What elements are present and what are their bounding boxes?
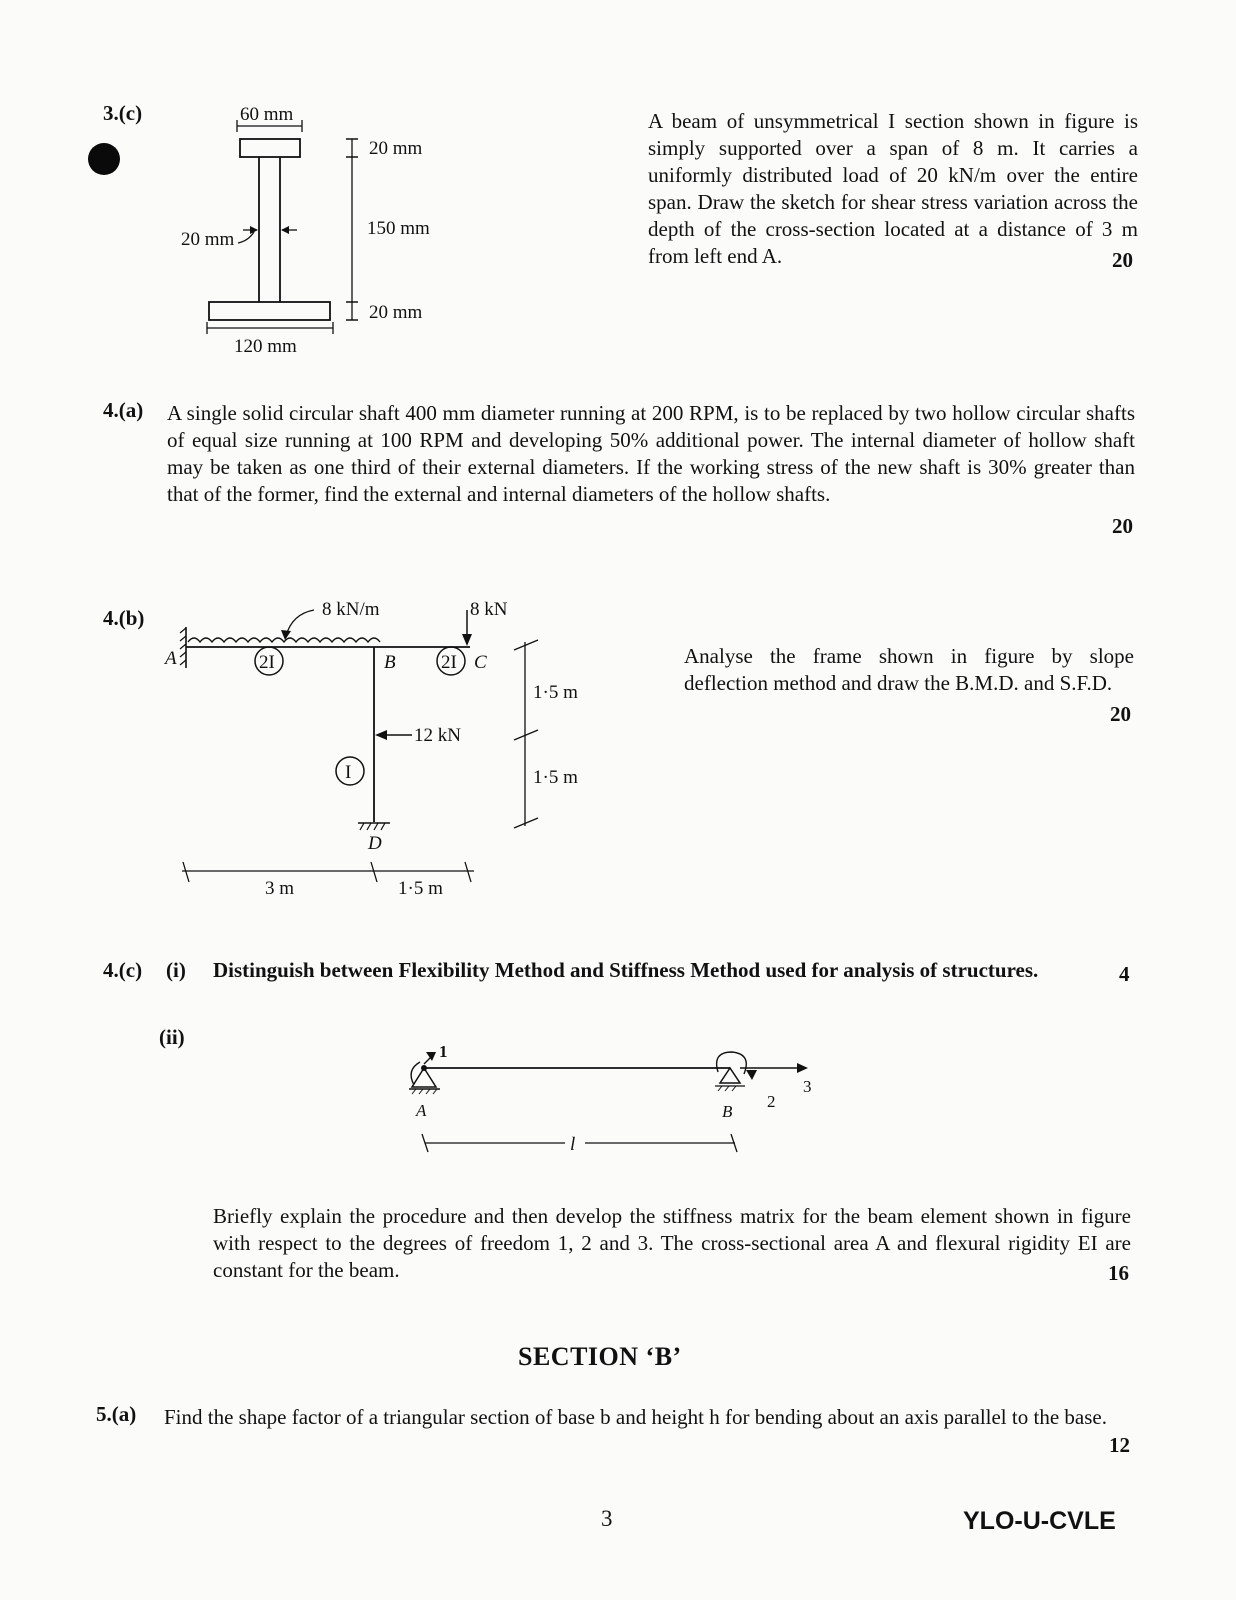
node-label-a: A	[165, 648, 177, 669]
question-text-4b: Analyse the frame shown in figure by slope deflection method and draw the B.M.D. and S.F.D.	[684, 644, 1134, 695]
ground-hatch-b	[718, 1086, 736, 1091]
dof3-arrowhead	[797, 1063, 808, 1073]
marks-4a: 20	[1112, 514, 1133, 538]
ground-hatch-a	[412, 1089, 437, 1094]
label-bd-stiffness: I	[345, 762, 352, 783]
label-dof3: 3	[803, 1077, 812, 1096]
question-text-5a: Find the shape factor of a triangular section of base b and height h for bending about an axis parallel to the base.	[164, 1405, 1107, 1429]
page-number: 3	[601, 1506, 613, 1531]
label-web-thickness: 20 mm	[181, 229, 235, 250]
support-b	[720, 1068, 740, 1083]
label-ab-stiffness: 2I	[259, 652, 275, 673]
paper-code: YLO-U-CVLE	[963, 1507, 1116, 1535]
marks-3c: 20	[1112, 248, 1133, 272]
label-bottom-width: 120 mm	[234, 336, 297, 357]
label-bc-stiffness: 2I	[441, 652, 457, 673]
question-text-4c-i: Distinguish between Flexibility Method and Stiffness Method used for analysis of structures.	[213, 958, 1039, 982]
marks-5a: 12	[1109, 1433, 1130, 1457]
question-number-3c: 3.(c)	[103, 101, 143, 125]
marks-4c-ii: 16	[1108, 1261, 1129, 1285]
question-text-4a: A single solid circular shaft 400 mm diameter running at 200 RPM, is to be replaced by two hollow circular shafts of equal size running at 100 RPM and developing 50% additional power. The internal diameter of hollow shaft may be taken as one third of their external diameters. If the working stress of the new shaft is 30% greater than that of the former, find the external and internal diameters of the hollow shafts.	[167, 401, 1135, 506]
node-label-b: B	[384, 652, 396, 673]
label-span-ab: 3 m	[265, 878, 295, 899]
node-label-a: A	[416, 1101, 427, 1120]
section-b-heading: SECTION ‘B’	[518, 1342, 682, 1371]
marks-4c-i: 4	[1119, 962, 1130, 986]
label-bottom-flange-thickness: 20 mm	[369, 302, 423, 323]
label-dof2: 2	[767, 1092, 776, 1111]
question-text-4c-ii: Briefly explain the procedure and then develop the stiffness matrix for the beam element shown in figure with respect to the degrees of freedom 1, 2 and 3. The cross-sectional area A and flexural rigidity EI are constant for the beam.	[213, 1204, 1131, 1282]
label-height-upper: 1·5 m	[533, 682, 578, 703]
label-dof1: 1	[439, 1042, 448, 1061]
label-udl: 8 kN/m	[322, 599, 380, 620]
question-number-4c: 4.(c)	[103, 958, 143, 982]
dof2-arrowhead	[746, 1070, 757, 1080]
label-span-bc: 1·5 m	[398, 878, 443, 899]
label-horizontal-load: 12 kN	[414, 725, 461, 746]
marks-4b: 20	[1110, 702, 1131, 726]
node-label-c: C	[474, 652, 487, 673]
question-number-5a: 5.(a)	[96, 1402, 137, 1426]
label-point-load: 8 kN	[470, 599, 508, 620]
question-body-3c: A beam of unsymmetrical I section shown in figure is simply supported over a span of 8 m. It carries a uniformly distributed load of 20 kN/m over the entire span. Draw the sketch for shear stress variation across the depth of the cross-section located at a distance of 3 m from left end A.	[648, 109, 1138, 268]
label-length: l	[570, 1134, 576, 1155]
label-web-height: 150 mm	[367, 218, 430, 239]
label-height-lower: 1·5 m	[533, 767, 578, 788]
question-number-4a: 4.(a)	[103, 398, 144, 422]
node-label-d: D	[368, 833, 382, 854]
question-number-4b: 4.(b)	[103, 606, 145, 630]
label-top-width: 60 mm	[240, 104, 294, 125]
part-label-4c-i: (i)	[166, 958, 186, 982]
node-label-b: B	[722, 1102, 733, 1121]
part-label-4c-ii: (ii)	[159, 1025, 185, 1049]
label-top-flange-thickness: 20 mm	[369, 138, 423, 159]
